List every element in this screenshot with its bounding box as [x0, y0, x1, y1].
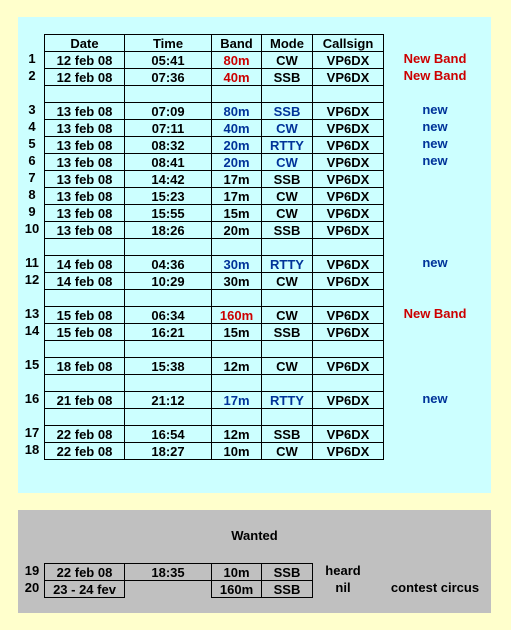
table-row: [45, 358, 384, 375]
callsign-cell: VP6DX: [313, 392, 384, 409]
band-cell: 15m: [212, 205, 262, 222]
empty-cell: [313, 86, 384, 103]
callsign-cell: VP6DX: [313, 256, 384, 273]
date-cell: 12 feb 08: [45, 52, 125, 69]
wanted-time-cell: [125, 581, 212, 598]
empty-cell: [125, 290, 212, 307]
date-cell: 13 feb 08: [45, 188, 125, 205]
time-cell: 08:41: [125, 154, 212, 171]
header-callsign: Callsign: [313, 35, 384, 52]
table-row: [45, 443, 384, 460]
mode-cell: CW: [262, 443, 313, 460]
band-cell: 20m: [212, 154, 262, 171]
mode-cell: CW: [262, 52, 313, 69]
table-row: [45, 205, 384, 222]
table-row: [45, 256, 384, 273]
date-cell: 13 feb 08: [45, 222, 125, 239]
row-note: new: [422, 102, 448, 117]
empty-cell: [125, 86, 212, 103]
time-cell: 21:12: [125, 392, 212, 409]
empty-cell: [262, 86, 313, 103]
mode-cell: CW: [262, 273, 313, 290]
date-cell: 15 feb 08: [45, 307, 125, 324]
wanted-band-cell: 10m: [212, 564, 262, 581]
empty-cell: [125, 375, 212, 392]
wanted-row: [45, 581, 313, 598]
empty-cell: [313, 375, 384, 392]
time-cell: 05:41: [125, 52, 212, 69]
callsign-cell: VP6DX: [313, 120, 384, 137]
time-cell: 18:27: [125, 443, 212, 460]
mode-cell: CW: [262, 205, 313, 222]
callsign-cell: VP6DX: [313, 426, 384, 443]
date-cell: 21 feb 08: [45, 392, 125, 409]
date-cell: 22 feb 08: [45, 443, 125, 460]
wanted-status: heard: [325, 563, 361, 578]
time-cell: 16:54: [125, 426, 212, 443]
callsign-cell: VP6DX: [313, 358, 384, 375]
time-cell: 06:34: [125, 307, 212, 324]
callsign-cell: VP6DX: [313, 103, 384, 120]
row-number: 5: [28, 136, 36, 151]
callsign-cell: VP6DX: [313, 324, 384, 341]
time-cell: 18:26: [125, 222, 212, 239]
wanted-remark: contest circus: [390, 580, 480, 595]
empty-cell: [262, 409, 313, 426]
callsign-cell: VP6DX: [313, 69, 384, 86]
mode-cell: SSB: [262, 103, 313, 120]
empty-cell: [45, 409, 125, 426]
time-cell: 07:09: [125, 103, 212, 120]
callsign-cell: VP6DX: [313, 205, 384, 222]
empty-cell: [125, 341, 212, 358]
wanted-title: Wanted: [231, 528, 278, 543]
empty-cell: [212, 375, 262, 392]
table-row: [45, 307, 384, 324]
callsign-cell: VP6DX: [313, 137, 384, 154]
mode-cell: SSB: [262, 171, 313, 188]
time-cell: 08:32: [125, 137, 212, 154]
callsign-cell: VP6DX: [313, 307, 384, 324]
date-cell: 15 feb 08: [45, 324, 125, 341]
band-cell: 10m: [212, 443, 262, 460]
empty-cell: [45, 86, 125, 103]
date-cell: 12 feb 08: [45, 69, 125, 86]
header-band: Band: [212, 35, 262, 52]
row-number: 12: [24, 272, 40, 287]
time-cell: 14:42: [125, 171, 212, 188]
row-note: new: [422, 136, 448, 151]
row-note: New Band: [403, 306, 467, 321]
empty-cell: [313, 409, 384, 426]
time-cell: 15:55: [125, 205, 212, 222]
date-cell: 13 feb 08: [45, 171, 125, 188]
row-number: 7: [28, 170, 36, 185]
date-cell: 13 feb 08: [45, 205, 125, 222]
time-cell: 16:21: [125, 324, 212, 341]
date-cell: 13 feb 08: [45, 120, 125, 137]
callsign-cell: VP6DX: [313, 188, 384, 205]
time-cell: 10:29: [125, 273, 212, 290]
band-cell: 20m: [212, 222, 262, 239]
row-note: New Band: [403, 68, 467, 83]
row-number: 18: [24, 442, 40, 457]
empty-cell: [125, 239, 212, 256]
empty-cell: [212, 86, 262, 103]
band-cell: 17m: [212, 171, 262, 188]
header-mode: Mode: [262, 35, 313, 52]
header-time: Time: [125, 35, 212, 52]
mode-cell: SSB: [262, 324, 313, 341]
spacer-row: [45, 290, 384, 307]
table-row: [45, 188, 384, 205]
callsign-cell: VP6DX: [313, 222, 384, 239]
table-row: [45, 120, 384, 137]
wanted-table: [44, 563, 313, 598]
empty-cell: [212, 341, 262, 358]
wanted-date-cell: 22 feb 08: [45, 564, 125, 581]
wanted-time-cell: 18:35: [125, 564, 212, 581]
mode-cell: CW: [262, 188, 313, 205]
row-number: 10: [24, 221, 40, 236]
spacer-row: [45, 86, 384, 103]
band-cell: 30m: [212, 273, 262, 290]
table-row: [45, 52, 384, 69]
date-cell: 13 feb 08: [45, 137, 125, 154]
qso-log-table: [44, 34, 384, 460]
mode-cell: RTTY: [262, 137, 313, 154]
empty-cell: [313, 290, 384, 307]
spacer-row: [45, 341, 384, 358]
empty-cell: [212, 409, 262, 426]
row-number: 8: [28, 187, 36, 202]
empty-cell: [262, 375, 313, 392]
band-cell: 12m: [212, 426, 262, 443]
date-cell: 13 feb 08: [45, 103, 125, 120]
empty-cell: [262, 239, 313, 256]
table-row: [45, 324, 384, 341]
table-row: [45, 171, 384, 188]
time-cell: 07:11: [125, 120, 212, 137]
empty-cell: [45, 341, 125, 358]
wanted-mode-cell: SSB: [262, 564, 313, 581]
row-number: 2: [28, 68, 36, 83]
empty-cell: [262, 290, 313, 307]
band-cell: 80m: [212, 103, 262, 120]
empty-cell: [45, 239, 125, 256]
row-number: 16: [24, 391, 40, 406]
empty-cell: [212, 290, 262, 307]
mode-cell: CW: [262, 154, 313, 171]
empty-cell: [262, 341, 313, 358]
table-row: [45, 137, 384, 154]
callsign-cell: VP6DX: [313, 171, 384, 188]
mode-cell: SSB: [262, 69, 313, 86]
spacer-row: [45, 375, 384, 392]
row-number: 17: [24, 425, 40, 440]
row-note: New Band: [403, 51, 467, 66]
band-cell: 12m: [212, 358, 262, 375]
empty-cell: [125, 409, 212, 426]
band-cell: 80m: [212, 52, 262, 69]
table-row: [45, 154, 384, 171]
row-number: 20: [24, 580, 40, 595]
empty-cell: [45, 290, 125, 307]
band-cell: 17m: [212, 392, 262, 409]
time-cell: 15:38: [125, 358, 212, 375]
row-number: 1: [28, 51, 36, 66]
callsign-cell: VP6DX: [313, 154, 384, 171]
row-note: new: [422, 119, 448, 134]
header-row: [45, 35, 384, 52]
empty-cell: [313, 341, 384, 358]
mode-cell: RTTY: [262, 392, 313, 409]
callsign-cell: VP6DX: [313, 52, 384, 69]
row-number: 4: [28, 119, 36, 134]
header-date: Date: [45, 35, 125, 52]
table-row: [45, 103, 384, 120]
mode-cell: CW: [262, 307, 313, 324]
mode-cell: CW: [262, 358, 313, 375]
wanted-band-cell: 160m: [212, 581, 262, 598]
band-cell: 15m: [212, 324, 262, 341]
row-number: 19: [24, 563, 40, 578]
date-cell: 18 feb 08: [45, 358, 125, 375]
wanted-row: [45, 564, 313, 581]
table-row: [45, 426, 384, 443]
date-cell: 13 feb 08: [45, 154, 125, 171]
callsign-cell: VP6DX: [313, 443, 384, 460]
time-cell: 04:36: [125, 256, 212, 273]
wanted-mode-cell: SSB: [262, 581, 313, 598]
row-number: 3: [28, 102, 36, 117]
empty-cell: [45, 375, 125, 392]
mode-cell: CW: [262, 120, 313, 137]
table-row: [45, 222, 384, 239]
band-cell: 20m: [212, 137, 262, 154]
spacer-row: [45, 239, 384, 256]
band-cell: 30m: [212, 256, 262, 273]
band-cell: 160m: [212, 307, 262, 324]
date-cell: 22 feb 08: [45, 426, 125, 443]
date-cell: 14 feb 08: [45, 256, 125, 273]
row-note: new: [422, 391, 448, 406]
callsign-cell: VP6DX: [313, 273, 384, 290]
row-number: 6: [28, 153, 36, 168]
table-row: [45, 392, 384, 409]
row-number: 9: [28, 204, 36, 219]
row-note: new: [422, 255, 448, 270]
empty-cell: [313, 239, 384, 256]
empty-cell: [212, 239, 262, 256]
spacer-row: [45, 409, 384, 426]
band-cell: 17m: [212, 188, 262, 205]
band-cell: 40m: [212, 69, 262, 86]
band-cell: 40m: [212, 120, 262, 137]
mode-cell: RTTY: [262, 256, 313, 273]
row-number: 11: [25, 255, 39, 270]
table-row: [45, 273, 384, 290]
time-cell: 07:36: [125, 69, 212, 86]
date-cell: 14 feb 08: [45, 273, 125, 290]
mode-cell: SSB: [262, 222, 313, 239]
row-number: 14: [24, 323, 40, 338]
time-cell: 15:23: [125, 188, 212, 205]
wanted-status: nil: [335, 580, 351, 595]
row-number: 15: [24, 357, 40, 372]
row-note: new: [422, 153, 448, 168]
row-number: 13: [24, 306, 40, 321]
table-row: [45, 69, 384, 86]
wanted-date-cell: 23 - 24 fev: [45, 581, 125, 598]
mode-cell: SSB: [262, 426, 313, 443]
